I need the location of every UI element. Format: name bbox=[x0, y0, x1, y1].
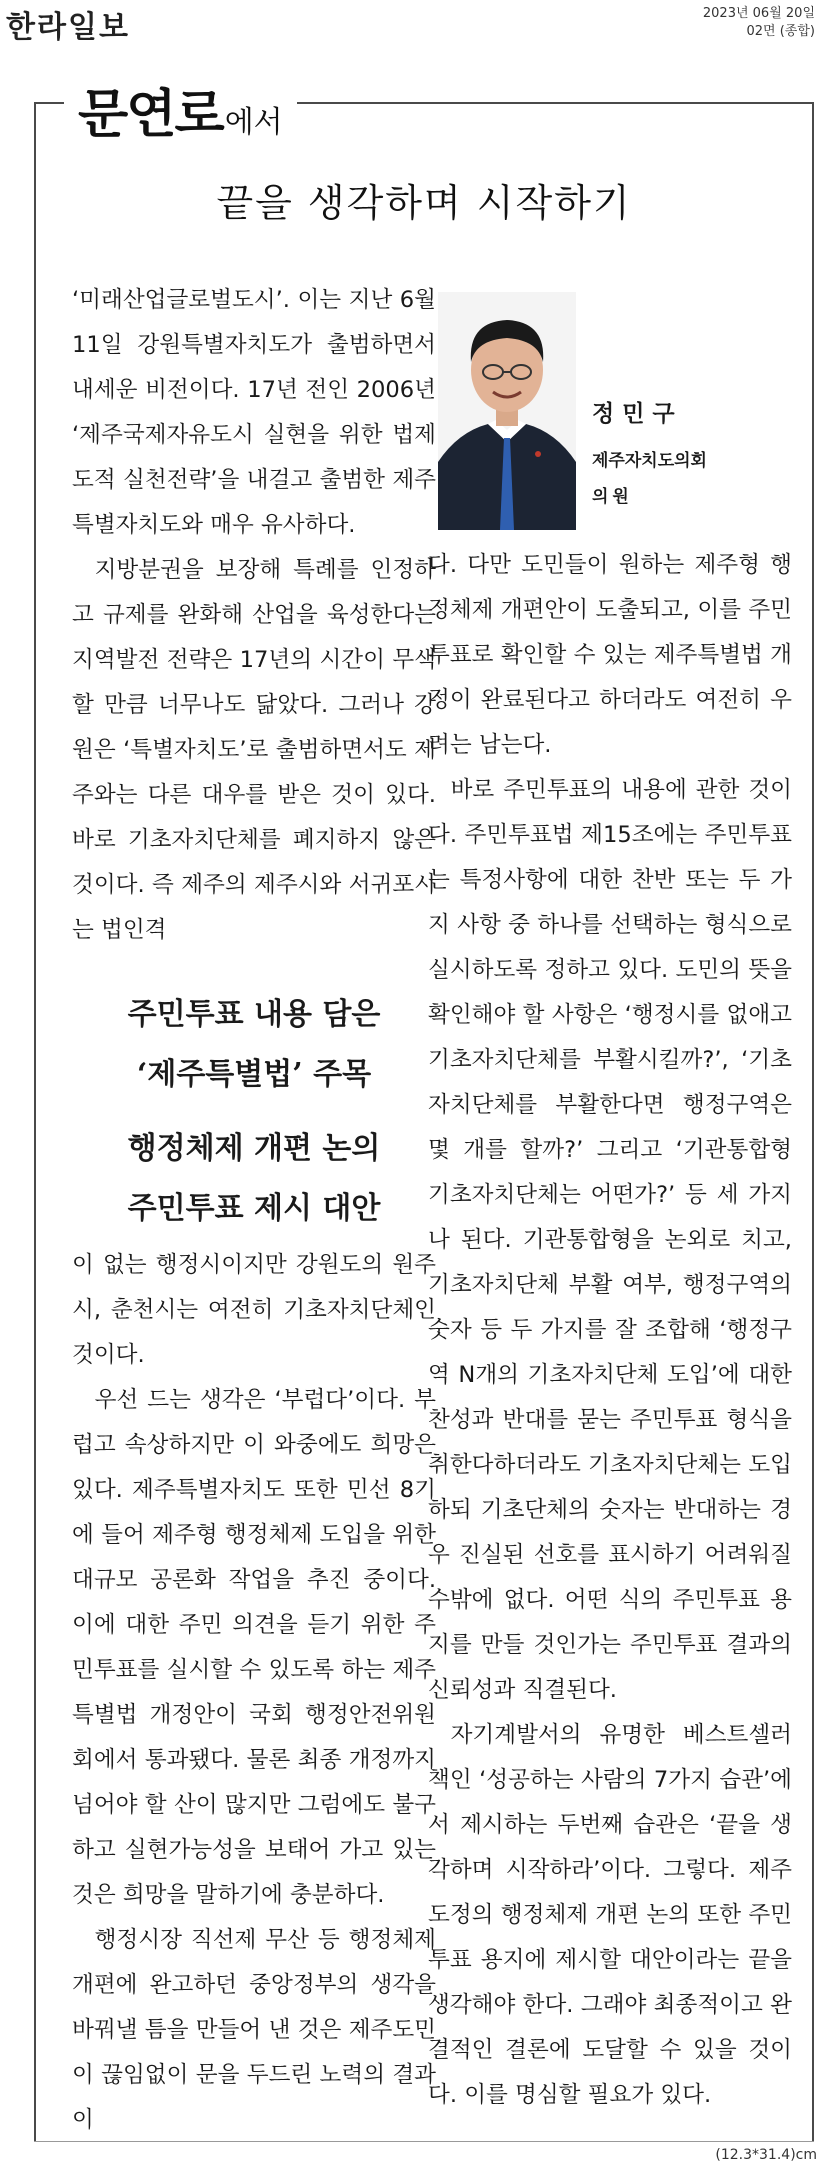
body-paragraph-3: 우선 드는 생각은 ‘부럽다’이다. 부럽고 속상하지만 이 와중에도 희망은 있다. 제주특별자치도 또한 민선 8기에 들어 제주형 행정체제 도입을 위한 대규모 공론화 작업을 추진 중이다. 이에 대한 주민 의견을 듣기 위한 주민투표를 실시할 수 있도록 하는 제주특별법 개정안이 국회 행정안전위원회에서 통과됐다. 물론 최종 개정까지 넘어야 할 산이 많지만 그럼에도 불구하고 실현가능성을 보태어 가고 있는 것은 희망을 말하기에 충분하다. bbox=[72, 1387, 436, 1908]
right-column bbox=[428, 543, 792, 2118]
author-name: 정민구 bbox=[592, 401, 683, 427]
body-paragraph-1: ‘미래산업글로벌도시’. 이는 지난 6월 11일 강원특별자치도가 출범하면서 내세운 비전이다. 17년 전인 2006년 ‘제주국제자유도시 실현을 위한 법제도적 실천전략’을 내걸고 출범한 제주특별자치도와 매우 유사하다. bbox=[72, 287, 436, 538]
left-column-top bbox=[72, 278, 436, 953]
body-paragraph-2: 지방분권을 보장해 특례를 인정하고 규제를 완화해 산업을 육성한다는 지역발전 전략은 17년의 시간이 무색할 만큼 너무나도 닮았다. 그러나 강원은 ‘특별자치도’로 출범하면서도 제주와는 다른 대우를 받은 것이 있다. 바로 기초자치단체를 폐지하지 않은 것이다. 즉 제주의 제주시와 서귀포시는 법인격 bbox=[72, 557, 436, 943]
body-paragraph-4: 행정시장 직선제 무산 등 행정체제 개편에 완고하던 중앙정부의 생각을 바꿔낼 틈을 만들어 낸 것은 제주도민이 끊임없이 문을 두드린 노력의 결과이 bbox=[72, 1927, 436, 2133]
newspaper-masthead: 한라일보 bbox=[6, 10, 130, 45]
sub-headline-line-1: 주민투표 내용 담은 bbox=[127, 997, 381, 1032]
sub-headline-line-4: 주민투표 제시 대안 bbox=[127, 1191, 381, 1226]
article-headline: 끝을 생각하며 시작하기 bbox=[216, 181, 632, 225]
left-column-bottom bbox=[72, 1243, 436, 2143]
body-paragraph-2-continued: 이 없는 행정시이지만 강원도의 원주시, 춘천시는 여전히 기초자치단체인 것이다. bbox=[72, 1252, 436, 1368]
column-title bbox=[64, 72, 297, 147]
author-photo bbox=[438, 292, 576, 530]
author-organization: 제주자치도의회 bbox=[592, 451, 707, 471]
page-number: 02면 (종합) bbox=[746, 24, 815, 39]
body-paragraph-6: 자기계발서의 유명한 베스트셀러 책인 ‘성공하는 사람의 7가지 습관’에서 제시하는 두번째 습관은 ‘끝을 생각하며 시작하라’이다. 그렇다. 제주도정의 행정체제 개편 논의 또한 주민투표 용지에 제시할 대안이라는 끝을 생각해야 한다. 그래야 최종적이고 완결적인 결론에 도달할 수 있을 것이다. 이를 명심할 필요가 있다. bbox=[428, 1722, 792, 2108]
column-title-main: 문연로 bbox=[78, 84, 223, 145]
clipping-size: (12.3*31.4)cm bbox=[715, 2147, 817, 2163]
body-paragraph-4-continued: 다. 다만 도민들이 원하는 제주형 행정체제 개편안이 도출되고, 이를 주민투표로 확인할 수 있는 제주특별법 개정이 완료된다고 하더라도 여전히 우려는 남는다. bbox=[428, 552, 792, 758]
body-paragraph-5: 바로 주민투표의 내용에 관한 것이다. 주민투표법 제15조에는 주민투표는 특정사항에 대한 찬반 또는 두 가지 사항 중 하나를 선택하는 형식으로 실시하도록 정하고 있다. 도민의 뜻을 확인해야 할 사항은 ‘행정시를 없애고 기초자치단체를 부활시킬까?’, ‘기초자치단체를 부활한다면 행정구역은 몇 개를 할까?’ 그리고 ‘기관통합형 기초자치단체는 어떤가?’ 등 세 가지나 된다. 기관통합형을 논외로 치고, 기초자치단체 부활 여부, 행정구역의 숫자 등 두 가지를 잘 조합해 ‘행정구역 N개의 기초자치단체 도입’에 대한 찬성과 반대를 묻는 주민투표 형식을 취한다하더라도 기초자치단체는 도입하되 기초단체의 숫자는 반대하는 경우 진실된 선호를 표시하기 어려워질 수밖에 없다. 어떤 식의 주민투표 용지를 만들 것인가는 주민투표 결과의 신뢰성과 직결된다. bbox=[428, 777, 792, 1703]
sub-headline-line-2: ‘제주특별법’ 주목 bbox=[136, 1057, 372, 1092]
sub-headline bbox=[72, 985, 436, 1239]
author-role: 의원 bbox=[592, 487, 633, 507]
publication-date: 2023년 06월 20일 bbox=[702, 6, 815, 21]
column-title-suffix: 에서 bbox=[224, 105, 283, 140]
author-portrait-illustration bbox=[438, 292, 576, 530]
sub-headline-line-3: 행정체제 개편 논의 bbox=[127, 1131, 381, 1166]
